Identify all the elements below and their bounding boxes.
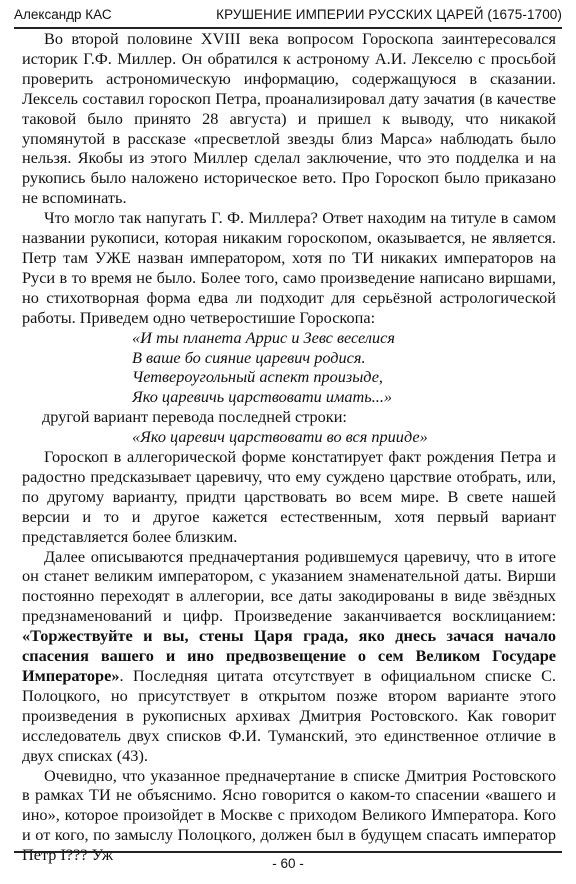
verse-line-2: В ваше бо сияние царевич родися. xyxy=(132,347,366,367)
page-number: - 60 - xyxy=(272,856,304,871)
paragraph-4 xyxy=(22,547,556,766)
paragraph-4-end: . Последняя цитата отсутствует в официальном списке С. Полоцкого, но присутствует в открытом позже втором варианте этого произведения в рукописных архивах Дмитрия Ростовского. Как говорит исследователь двух списков Ф.И. Туманский, это единственное отличие в двух списках (43). xyxy=(22,666,556,765)
variant-intro: другой вариант перевода последней строки: xyxy=(42,407,347,427)
verse-line-3: Четвероугольный аспект произыде, xyxy=(132,367,384,387)
variant-line: «Яко царевич царствовати во вся прииде» xyxy=(132,427,428,447)
page-body xyxy=(22,29,556,865)
footer-rule xyxy=(14,851,562,853)
paragraph-4-start: Далее описываются предначертания родившемуся царевичу, что в итоге он станет великим императором, с указанием знаменательной даты. Вирши постоянно переходят в аллегории, все даты закодированы в виде звёздных предзнаменований и цифр. Произведение заканчивается восклицанием: xyxy=(22,546,556,626)
header-book-title: КРУШЕНИЕ ИМПЕРИИ РУССКИХ ЦАРЕЙ (1675-1700) xyxy=(216,7,562,22)
paragraph-2: Что могло так напугать Г. Ф. Миллера? Ответ находим на титуле в самом названии рукописи, которая никаким гороскопом, оказывается, не является. Петр там УЖЕ назван императором, хотя по ТИ никаких императоров на Руси в то время не было. Более того, само произведение написано виршами, но стихотворная форма едва ли подходит для серьёзной астрологической работы. Приведем одно четверостишие Гороскопа: xyxy=(22,208,556,327)
header-author: Александр КАС xyxy=(14,7,112,22)
paragraph-3: Гороскоп в аллегорической форме констатирует факт рождения Петра и радостно предсказывает царевичу, что ему суждено царствие отобрать, или, по другому варианту, придти царствовать во всем мире. В свете нашей версии и то и другое кажется естественным, хотя первый вариант представляется более близким. xyxy=(22,447,556,546)
paragraph-5: Очевидно, что указанное предначертание в списке Дмитрия Ростовского в рамках ТИ не объяснимо. Ясно говорится о каком-то спасении «вашего и ино», которое произойдет в Москве с приходом Великого Императора. Кого и от кого, по замыслу Полоцкого, должен был в будущем спасать император Петр I??? Уж xyxy=(22,765,556,865)
verse-line-1: «И ты планета Аррис и Зевс веселися xyxy=(132,327,395,347)
paragraph-1: Во второй половине XVIII века вопросом Гороскопа заинтересовался историк Г.Ф. Миллер. Он обратился к астроному А.И. Лекселю с просьбой проверить астрономическую информацию, содержащуюся в сказании. Лексель составил гороскоп Петра, проанализировал дату зачатия (в качестве таковой было принято 28 августа) и пришел к выводу, что никакой упомянутой в рассказе «пресветлой звезды близ Марса» наблюдать было нельзя. Якобы из этого Миллер сделал заключение, что это подделка и на рукопись было наложено историческое вето. Про Гороскоп было приказано не вспоминать. xyxy=(22,29,556,208)
paragraph-4-bold-quote: «Торжествуйте и вы, стены Царя града, яко днесь зачася начало спасения вашего и ино предвозвещение о сем Великом Государе Императоре» xyxy=(22,626,556,685)
verse-line-4: Яко царевичь царствовати имать...» xyxy=(132,387,393,407)
running-header xyxy=(14,6,562,26)
